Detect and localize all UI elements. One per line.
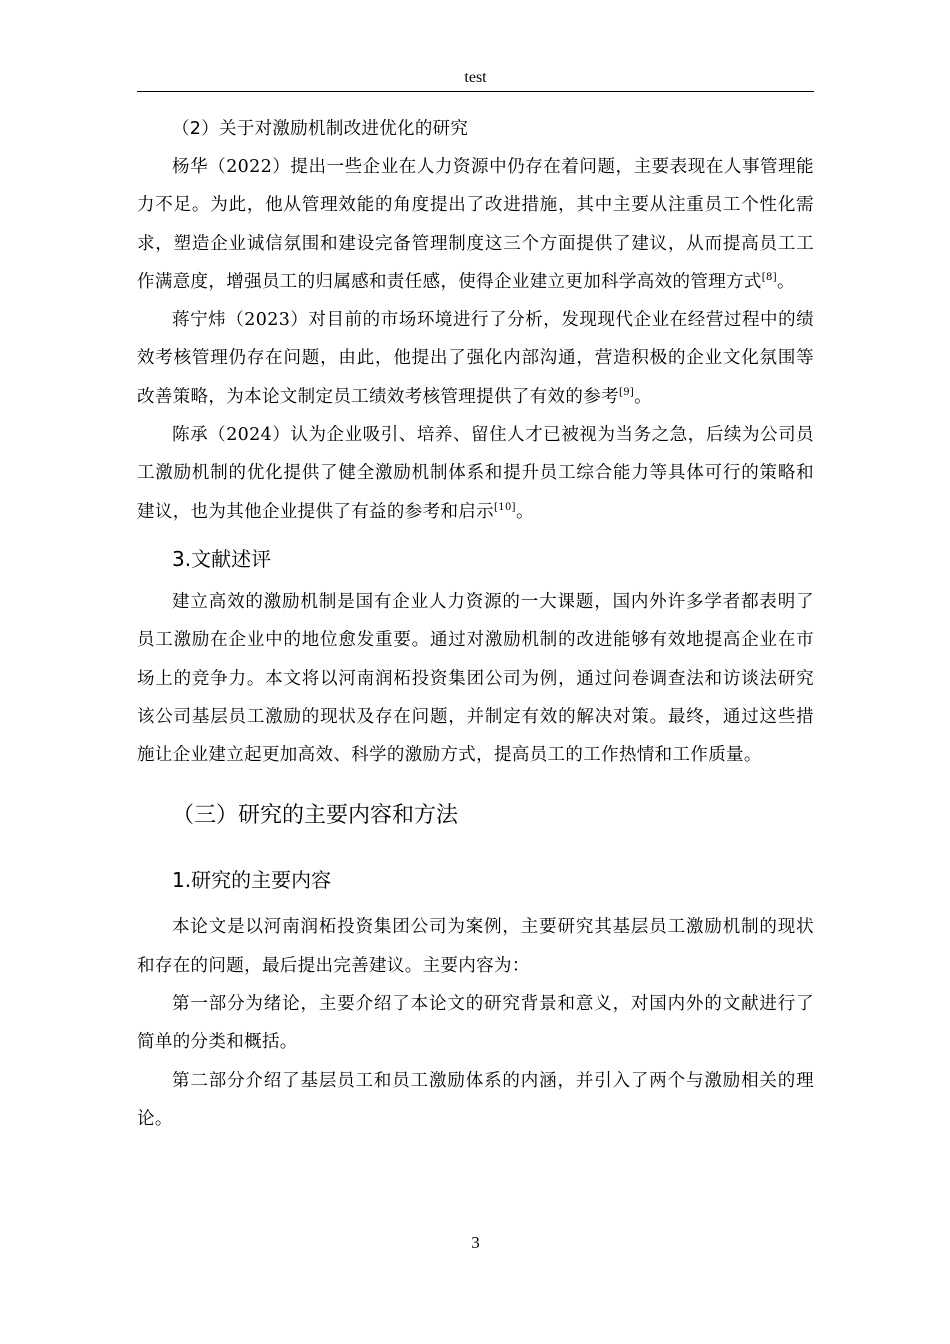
paragraph-text: 陈承（2024）认为企业吸引、培养、留住人才已被视为当务之急，后续为公司员工激励机制的优化提供了健全激励机制体系和提升员工综合能力等具体可行的策略和建议，也为其他企业提供了有益的参考和启示 <box>137 425 814 522</box>
heading-literature-review: 3.文献述评 <box>172 546 272 571</box>
citation: [9] <box>618 386 635 398</box>
heading-research-content-methods: （三）研究的主要内容和方法 <box>172 803 459 829</box>
paragraph-end: 。 <box>634 386 653 407</box>
citation: [8] <box>761 272 777 284</box>
page-number: 3 <box>471 1233 480 1252</box>
header-divider <box>137 91 814 92</box>
paragraph-end: 。 <box>776 271 795 292</box>
paragraph-part-two: 第二部分介绍了基层员工和员工激励体系的内涵，并引入了两个与激励相关的理论。 <box>137 1070 814 1129</box>
paragraph-chen-cheng <box>137 416 814 531</box>
paragraph-case-intro: 本论文是以河南润柘投资集团公司为案例，主要研究其基层员工激励机制的现状和存在的问题，最后提出完善建议。主要内容为： <box>137 917 814 976</box>
citation: [10] <box>494 501 516 513</box>
paragraph-part-one: 第一部分为绪论，主要介绍了本论文的研究背景和意义，对国内外的文献进行了简单的分类和概括。 <box>137 994 814 1053</box>
paragraph-jiang-ningwei <box>137 301 814 416</box>
paragraph-yang-hua <box>137 148 814 301</box>
paragraph-end: 。 <box>515 501 534 522</box>
document-body <box>137 110 814 1138</box>
paragraph-review: 建立高效的激励机制是国有企业人力资源的一大课题，国内外许多学者都表明了员工激励在企业中的地位愈发重要。通过对激励机制的改进能够有效地提高企业在市场上的竞争力。本文将以河南润柘投资集团公司为例，通过问卷调查法和访谈法研究该公司基层员工激励的现状及存在问题，并制定有效的解决对策。最终，通过这些措施让企业建立起更加高效、科学的激励方式，提高员工的工作热情和工作质量。 <box>137 591 814 766</box>
page-header: test <box>464 69 487 86</box>
paragraph-text: 杨华（2022）提出一些企业在人力资源中仍存在着问题，主要表现在人事管理能力不足。为此，他从管理效能的角度提出了改进措施，其中主要从注重员工个性化需求，塑造企业诚信氛围和建设完备管理制度这三个方面提供了建议，从而提高员工工作满意度，增强员工的归属感和责任感，使得企业建立更加科学高效的管理方式 <box>137 157 814 292</box>
paragraph-text: 蒋宁炜（2023）对目前的市场环境进行了分析，发现现代企业在经营过程中的绩效考核管理仍存在问题，由此，他提出了强化内部沟通，营造积极的企业文化氛围等改善策略，为本论文制定员工绩效考核管理提供了有效的参考 <box>137 310 814 407</box>
subheading-incentive-optimization: （2）关于对激励机制改进优化的研究 <box>172 119 469 139</box>
heading-main-content: 1.研究的主要内容 <box>172 868 332 893</box>
